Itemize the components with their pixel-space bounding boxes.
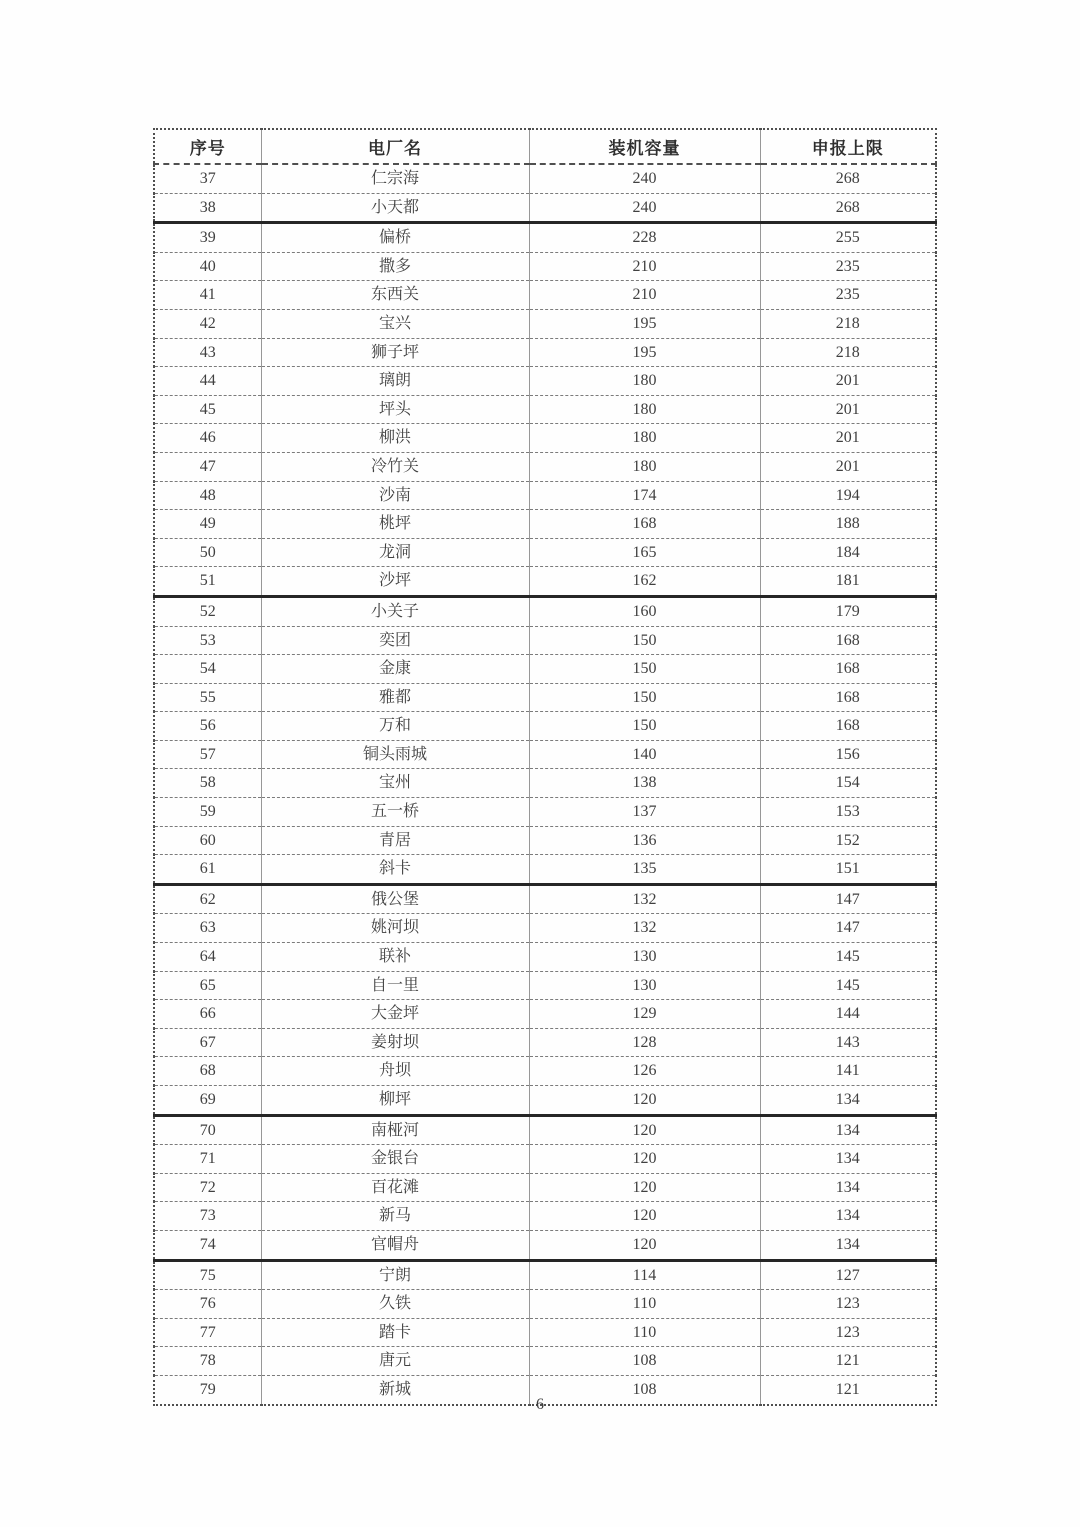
table-row bbox=[154, 1057, 936, 1086]
row-number-cell: 37 bbox=[154, 164, 261, 193]
plant-name-cell: 踏卡 bbox=[261, 1318, 529, 1347]
capacity-cell: 108 bbox=[529, 1347, 760, 1376]
plant-name-cell: 柳坪 bbox=[261, 1086, 529, 1116]
row-number-cell: 78 bbox=[154, 1347, 261, 1376]
plant-name-cell: 仁宗海 bbox=[261, 164, 529, 193]
plant-name-cell: 坪头 bbox=[261, 395, 529, 424]
row-number-cell: 63 bbox=[154, 914, 261, 943]
plant-name-cell: 舟坝 bbox=[261, 1057, 529, 1086]
capacity-cell: 120 bbox=[529, 1145, 760, 1174]
row-number-cell: 57 bbox=[154, 740, 261, 769]
table-row bbox=[154, 655, 936, 684]
plant-name-cell: 金康 bbox=[261, 655, 529, 684]
plant-name-cell: 奕团 bbox=[261, 626, 529, 655]
limit-cell: 121 bbox=[760, 1375, 936, 1404]
limit-cell: 168 bbox=[760, 712, 936, 741]
plant-name-cell: 冷竹关 bbox=[261, 452, 529, 481]
limit-cell: 268 bbox=[760, 164, 936, 193]
capacity-cell: 162 bbox=[529, 567, 760, 597]
table-row bbox=[154, 971, 936, 1000]
table-row bbox=[154, 1347, 936, 1376]
row-number-cell: 73 bbox=[154, 1202, 261, 1231]
limit-cell: 179 bbox=[760, 596, 936, 626]
row-number-cell: 76 bbox=[154, 1290, 261, 1319]
capacity-cell: 114 bbox=[529, 1260, 760, 1290]
table-row bbox=[154, 452, 936, 481]
capacity-cell: 132 bbox=[529, 884, 760, 914]
plant-name-cell: 唐元 bbox=[261, 1347, 529, 1376]
limit-cell: 235 bbox=[760, 281, 936, 310]
header-plant-name: 电厂名 bbox=[261, 129, 529, 164]
capacity-cell: 136 bbox=[529, 826, 760, 855]
table-row bbox=[154, 252, 936, 281]
row-number-cell: 56 bbox=[154, 712, 261, 741]
row-number-cell: 74 bbox=[154, 1230, 261, 1260]
plant-name-cell: 小关子 bbox=[261, 596, 529, 626]
table-row bbox=[154, 338, 936, 367]
row-number-cell: 42 bbox=[154, 309, 261, 338]
limit-cell: 141 bbox=[760, 1057, 936, 1086]
row-number-cell: 72 bbox=[154, 1173, 261, 1202]
power-plant-table bbox=[153, 128, 937, 1406]
capacity-cell: 240 bbox=[529, 164, 760, 193]
limit-cell: 168 bbox=[760, 655, 936, 684]
plant-name-cell: 桃坪 bbox=[261, 510, 529, 539]
limit-cell: 218 bbox=[760, 309, 936, 338]
capacity-cell: 129 bbox=[529, 1000, 760, 1029]
plant-name-cell: 宝兴 bbox=[261, 309, 529, 338]
capacity-cell: 120 bbox=[529, 1173, 760, 1202]
capacity-cell: 160 bbox=[529, 596, 760, 626]
table-row bbox=[154, 1290, 936, 1319]
plant-name-cell: 柳洪 bbox=[261, 424, 529, 453]
row-number-cell: 59 bbox=[154, 798, 261, 827]
plant-name-cell: 五一桥 bbox=[261, 798, 529, 827]
table-row bbox=[154, 309, 936, 338]
row-number-cell: 54 bbox=[154, 655, 261, 684]
capacity-cell: 195 bbox=[529, 338, 760, 367]
capacity-cell: 110 bbox=[529, 1290, 760, 1319]
row-number-cell: 67 bbox=[154, 1028, 261, 1057]
limit-cell: 156 bbox=[760, 740, 936, 769]
plant-name-cell: 偏桥 bbox=[261, 223, 529, 253]
limit-cell: 201 bbox=[760, 395, 936, 424]
limit-cell: 201 bbox=[760, 452, 936, 481]
plant-name-cell: 南桠河 bbox=[261, 1115, 529, 1145]
limit-cell: 134 bbox=[760, 1086, 936, 1116]
power-plant-table-container bbox=[153, 128, 935, 1406]
plant-name-cell: 沙南 bbox=[261, 481, 529, 510]
table-row bbox=[154, 740, 936, 769]
capacity-cell: 210 bbox=[529, 252, 760, 281]
capacity-cell: 130 bbox=[529, 943, 760, 972]
limit-cell: 154 bbox=[760, 769, 936, 798]
header-installed-capacity: 装机容量 bbox=[529, 129, 760, 164]
plant-name-cell: 东西关 bbox=[261, 281, 529, 310]
row-number-cell: 70 bbox=[154, 1115, 261, 1145]
limit-cell: 147 bbox=[760, 884, 936, 914]
table-row bbox=[154, 798, 936, 827]
plant-name-cell: 久铁 bbox=[261, 1290, 529, 1319]
limit-cell: 127 bbox=[760, 1260, 936, 1290]
limit-cell: 168 bbox=[760, 683, 936, 712]
plant-name-cell: 百花滩 bbox=[261, 1173, 529, 1202]
table-row bbox=[154, 596, 936, 626]
row-number-cell: 43 bbox=[154, 338, 261, 367]
plant-name-cell: 姚河坝 bbox=[261, 914, 529, 943]
row-number-cell: 45 bbox=[154, 395, 261, 424]
row-number-cell: 38 bbox=[154, 193, 261, 223]
table-row bbox=[154, 1230, 936, 1260]
limit-cell: 134 bbox=[760, 1202, 936, 1231]
capacity-cell: 132 bbox=[529, 914, 760, 943]
capacity-cell: 150 bbox=[529, 626, 760, 655]
plant-name-cell: 姜射坝 bbox=[261, 1028, 529, 1057]
row-number-cell: 40 bbox=[154, 252, 261, 281]
row-number-cell: 79 bbox=[154, 1375, 261, 1404]
limit-cell: 143 bbox=[760, 1028, 936, 1057]
capacity-cell: 120 bbox=[529, 1202, 760, 1231]
plant-name-cell: 金银台 bbox=[261, 1145, 529, 1174]
row-number-cell: 44 bbox=[154, 367, 261, 396]
limit-cell: 153 bbox=[760, 798, 936, 827]
limit-cell: 255 bbox=[760, 223, 936, 253]
capacity-cell: 137 bbox=[529, 798, 760, 827]
table-row bbox=[154, 164, 936, 193]
capacity-cell: 135 bbox=[529, 855, 760, 885]
plant-name-cell: 官帽舟 bbox=[261, 1230, 529, 1260]
table-row bbox=[154, 367, 936, 396]
table-row bbox=[154, 626, 936, 655]
capacity-cell: 150 bbox=[529, 712, 760, 741]
row-number-cell: 65 bbox=[154, 971, 261, 1000]
plant-name-cell: 青居 bbox=[261, 826, 529, 855]
table-row bbox=[154, 567, 936, 597]
plant-name-cell: 新城 bbox=[261, 1375, 529, 1404]
limit-cell: 184 bbox=[760, 538, 936, 567]
limit-cell: 147 bbox=[760, 914, 936, 943]
table-row bbox=[154, 769, 936, 798]
row-number-cell: 64 bbox=[154, 943, 261, 972]
row-number-cell: 60 bbox=[154, 826, 261, 855]
capacity-cell: 180 bbox=[529, 367, 760, 396]
row-number-cell: 49 bbox=[154, 510, 261, 539]
table-row bbox=[154, 1028, 936, 1057]
limit-cell: 151 bbox=[760, 855, 936, 885]
limit-cell: 188 bbox=[760, 510, 936, 539]
row-number-cell: 48 bbox=[154, 481, 261, 510]
table-row bbox=[154, 281, 936, 310]
limit-cell: 268 bbox=[760, 193, 936, 223]
capacity-cell: 130 bbox=[529, 971, 760, 1000]
capacity-cell: 108 bbox=[529, 1375, 760, 1404]
table-row bbox=[154, 943, 936, 972]
plant-name-cell: 铜头雨城 bbox=[261, 740, 529, 769]
row-number-cell: 69 bbox=[154, 1086, 261, 1116]
capacity-cell: 150 bbox=[529, 655, 760, 684]
table-row bbox=[154, 1318, 936, 1347]
table-row bbox=[154, 193, 936, 223]
table-row bbox=[154, 884, 936, 914]
limit-cell: 145 bbox=[760, 943, 936, 972]
table-row bbox=[154, 1173, 936, 1202]
table-row bbox=[154, 481, 936, 510]
row-number-cell: 75 bbox=[154, 1260, 261, 1290]
plant-name-cell: 宝州 bbox=[261, 769, 529, 798]
capacity-cell: 140 bbox=[529, 740, 760, 769]
row-number-cell: 68 bbox=[154, 1057, 261, 1086]
capacity-cell: 210 bbox=[529, 281, 760, 310]
capacity-cell: 180 bbox=[529, 452, 760, 481]
plant-name-cell: 沙坪 bbox=[261, 567, 529, 597]
limit-cell: 152 bbox=[760, 826, 936, 855]
limit-cell: 235 bbox=[760, 252, 936, 281]
table-row bbox=[154, 914, 936, 943]
row-number-cell: 41 bbox=[154, 281, 261, 310]
capacity-cell: 180 bbox=[529, 424, 760, 453]
table-header-row bbox=[154, 129, 936, 164]
limit-cell: 144 bbox=[760, 1000, 936, 1029]
plant-name-cell: 大金坪 bbox=[261, 1000, 529, 1029]
row-number-cell: 61 bbox=[154, 855, 261, 885]
table-row bbox=[154, 1145, 936, 1174]
capacity-cell: 120 bbox=[529, 1230, 760, 1260]
table-body bbox=[154, 164, 936, 1405]
table-row bbox=[154, 510, 936, 539]
capacity-cell: 138 bbox=[529, 769, 760, 798]
plant-name-cell: 雅都 bbox=[261, 683, 529, 712]
limit-cell: 201 bbox=[760, 367, 936, 396]
capacity-cell: 165 bbox=[529, 538, 760, 567]
row-number-cell: 50 bbox=[154, 538, 261, 567]
plant-name-cell: 璃朗 bbox=[261, 367, 529, 396]
table-row bbox=[154, 683, 936, 712]
plant-name-cell: 联补 bbox=[261, 943, 529, 972]
limit-cell: 181 bbox=[760, 567, 936, 597]
limit-cell: 121 bbox=[760, 1347, 936, 1376]
capacity-cell: 240 bbox=[529, 193, 760, 223]
capacity-cell: 120 bbox=[529, 1115, 760, 1145]
limit-cell: 134 bbox=[760, 1173, 936, 1202]
page-number: 6 bbox=[536, 1396, 544, 1413]
limit-cell: 201 bbox=[760, 424, 936, 453]
plant-name-cell: 龙洞 bbox=[261, 538, 529, 567]
plant-name-cell: 俄公堡 bbox=[261, 884, 529, 914]
table-row bbox=[154, 826, 936, 855]
row-number-cell: 53 bbox=[154, 626, 261, 655]
table-row bbox=[154, 424, 936, 453]
limit-cell: 168 bbox=[760, 626, 936, 655]
plant-name-cell: 狮子坪 bbox=[261, 338, 529, 367]
plant-name-cell: 万和 bbox=[261, 712, 529, 741]
row-number-cell: 55 bbox=[154, 683, 261, 712]
table-row bbox=[154, 855, 936, 885]
table-row bbox=[154, 1115, 936, 1145]
capacity-cell: 110 bbox=[529, 1318, 760, 1347]
plant-name-cell: 斜卡 bbox=[261, 855, 529, 885]
capacity-cell: 195 bbox=[529, 309, 760, 338]
header-declaration-limit: 申报上限 bbox=[760, 129, 936, 164]
capacity-cell: 120 bbox=[529, 1086, 760, 1116]
row-number-cell: 62 bbox=[154, 884, 261, 914]
capacity-cell: 174 bbox=[529, 481, 760, 510]
plant-name-cell: 小天都 bbox=[261, 193, 529, 223]
limit-cell: 145 bbox=[760, 971, 936, 1000]
plant-name-cell: 撒多 bbox=[261, 252, 529, 281]
limit-cell: 134 bbox=[760, 1145, 936, 1174]
header-serial-number: 序号 bbox=[154, 129, 261, 164]
row-number-cell: 58 bbox=[154, 769, 261, 798]
limit-cell: 134 bbox=[760, 1115, 936, 1145]
row-number-cell: 47 bbox=[154, 452, 261, 481]
row-number-cell: 52 bbox=[154, 596, 261, 626]
plant-name-cell: 新马 bbox=[261, 1202, 529, 1231]
table-row bbox=[154, 712, 936, 741]
limit-cell: 218 bbox=[760, 338, 936, 367]
table-row bbox=[154, 1086, 936, 1116]
row-number-cell: 39 bbox=[154, 223, 261, 253]
capacity-cell: 228 bbox=[529, 223, 760, 253]
capacity-cell: 128 bbox=[529, 1028, 760, 1057]
capacity-cell: 150 bbox=[529, 683, 760, 712]
limit-cell: 123 bbox=[760, 1290, 936, 1319]
table-row bbox=[154, 395, 936, 424]
plant-name-cell: 宁朗 bbox=[261, 1260, 529, 1290]
plant-name-cell: 自一里 bbox=[261, 971, 529, 1000]
table-row bbox=[154, 1202, 936, 1231]
row-number-cell: 46 bbox=[154, 424, 261, 453]
table-row bbox=[154, 538, 936, 567]
row-number-cell: 66 bbox=[154, 1000, 261, 1029]
row-number-cell: 71 bbox=[154, 1145, 261, 1174]
table-header bbox=[154, 129, 936, 164]
row-number-cell: 51 bbox=[154, 567, 261, 597]
limit-cell: 123 bbox=[760, 1318, 936, 1347]
row-number-cell: 77 bbox=[154, 1318, 261, 1347]
limit-cell: 134 bbox=[760, 1230, 936, 1260]
capacity-cell: 126 bbox=[529, 1057, 760, 1086]
capacity-cell: 168 bbox=[529, 510, 760, 539]
table-row bbox=[154, 1000, 936, 1029]
limit-cell: 194 bbox=[760, 481, 936, 510]
table-row bbox=[154, 223, 936, 253]
capacity-cell: 180 bbox=[529, 395, 760, 424]
table-row bbox=[154, 1260, 936, 1290]
